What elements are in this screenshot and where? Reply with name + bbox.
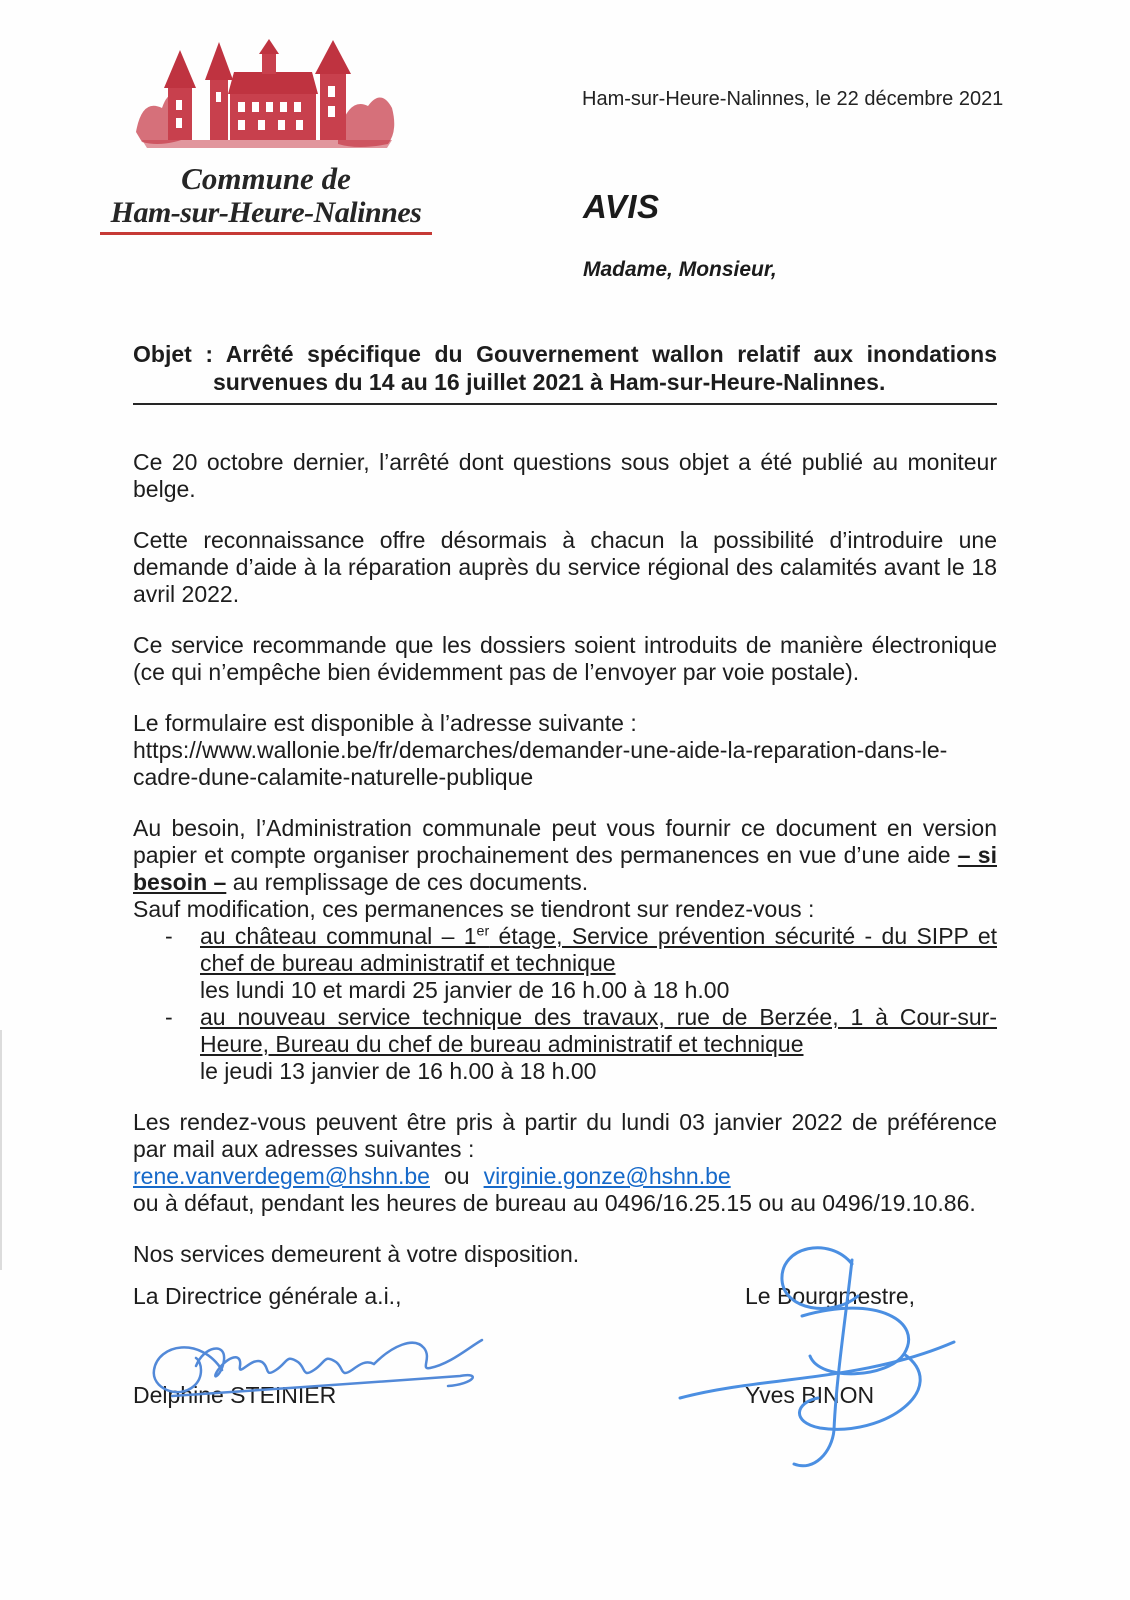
appointment-item-2 xyxy=(133,1004,997,1085)
signoff-left-title: La Directrice générale a.i., xyxy=(133,1283,402,1309)
dash-bullet: - xyxy=(165,1004,173,1030)
logo-underline xyxy=(100,232,432,235)
paragraph-1: Ce 20 octobre dernier, l’arrêté dont questions sous objet a été publié au moniteur belge. xyxy=(133,449,997,502)
appointment-item-1 xyxy=(133,923,997,1004)
subject-line-1: Objet : Arrêté spécifique du Gouvernement wallon relatif aux inondations xyxy=(133,341,997,367)
letter-body xyxy=(133,340,997,1268)
signatory-right-name: Yves BINON xyxy=(745,1382,875,1408)
email-link-rene[interactable]: rene.vanverdegem@hshn.be xyxy=(133,1163,430,1189)
doc-title: AVIS xyxy=(583,188,660,225)
contact-block xyxy=(133,1109,997,1217)
appointment-1-location: au château communal – 1er étage, Service prévention sécurité - du SIPP et chef de bureau administratif et technique xyxy=(200,923,997,976)
superscript-er: er xyxy=(476,923,490,940)
paragraph-5-end: au remplissage de ces documents. xyxy=(226,869,589,895)
paragraph-5-start: Au besoin, l’Administration communale peut vous fournir ce document en version papier et compte organiser prochainement des permanences en vue d’une aide xyxy=(133,815,997,868)
email-separator: ou xyxy=(443,1163,470,1189)
wallonie-url-line-2: cadre-dune-calamite-naturelle-publique xyxy=(133,764,534,790)
signoff-right-title: Le Bourgmestre, xyxy=(745,1283,916,1309)
paragraph-4 xyxy=(133,710,997,791)
paragraph-6: Sauf modification, ces permanences se tiendront sur rendez-vous : xyxy=(133,896,815,922)
paragraph-2: Cette reconnaissance offre désormais à chacun la possibilité d’introduire une demande d’aide à la réparation auprès du service régional des calamités avant le 18 avril 2022. xyxy=(133,527,997,607)
signatory-left-name: Delphine STEINIER xyxy=(133,1382,337,1408)
wallonie-url-line-1: https://www.wallonie.be/fr/demarches/demander-une-aide-la-reparation-dans-le- xyxy=(133,737,948,763)
email-line xyxy=(133,1163,997,1190)
commune-logo xyxy=(100,36,432,235)
logo-commune-name: Ham-sur-Heure-Nalinnes xyxy=(110,196,422,229)
appointment-1-schedule: les lundi 10 et mardi 25 janvier de 16 h.00 à 18 h.00 xyxy=(200,977,730,1003)
subject-line-2: survenues du 14 au 16 juillet 2021 à Ham-sur-Heure-Nalinnes. xyxy=(213,369,886,395)
appointment-2-schedule: le jeudi 13 janvier de 16 h.00 à 18 h.00 xyxy=(200,1058,597,1084)
phone-line: ou à défaut, pendant les heures de bureau au 0496/16.25.15 ou au 0496/19.10.86. xyxy=(133,1190,976,1216)
appointment-list xyxy=(133,923,997,1085)
wallonie-url xyxy=(133,737,997,791)
closing-line: Nos services demeurent à votre disposition. xyxy=(133,1241,580,1267)
binon-signature xyxy=(662,1230,992,1480)
logo-commune-de: Commune de xyxy=(181,161,351,196)
contact-intro: Les rendez-vous peuvent être pris à partir du lundi 03 janvier 2022 de préférence par mail aux adresses suivantes : xyxy=(133,1109,997,1162)
steinier-signature xyxy=(130,1318,530,1413)
subject-block xyxy=(133,340,997,396)
salutation: Madame, Monsieur, xyxy=(583,258,777,281)
castle-logo-icon xyxy=(134,36,399,158)
dash-bullet: - xyxy=(165,923,173,949)
scan-artifact-line xyxy=(0,1030,2,1270)
subject-divider xyxy=(133,403,997,405)
paragraph-5 xyxy=(133,815,997,896)
email-link-virginie[interactable]: virginie.gonze@hshn.be xyxy=(483,1163,731,1189)
paragraph-3: Ce service recommande que les dossiers soient introduits de manière électronique (ce qui n’empêche bien évidemment pas de l’envoyer par voie postale). xyxy=(133,632,997,685)
dateline: Ham-sur-Heure-Nalinnes, le 22 décembre 2021 xyxy=(582,88,1004,110)
si-besoin-emphasis: – si besoin – xyxy=(133,842,997,895)
appointment-2-location: au nouveau service technique des travaux, rue de Berzée, 1 à Cour-sur-Heure, Bureau du chef de bureau administratif et technique xyxy=(200,1004,997,1057)
form-intro-line: Le formulaire est disponible à l’adresse suivante : xyxy=(133,710,637,736)
